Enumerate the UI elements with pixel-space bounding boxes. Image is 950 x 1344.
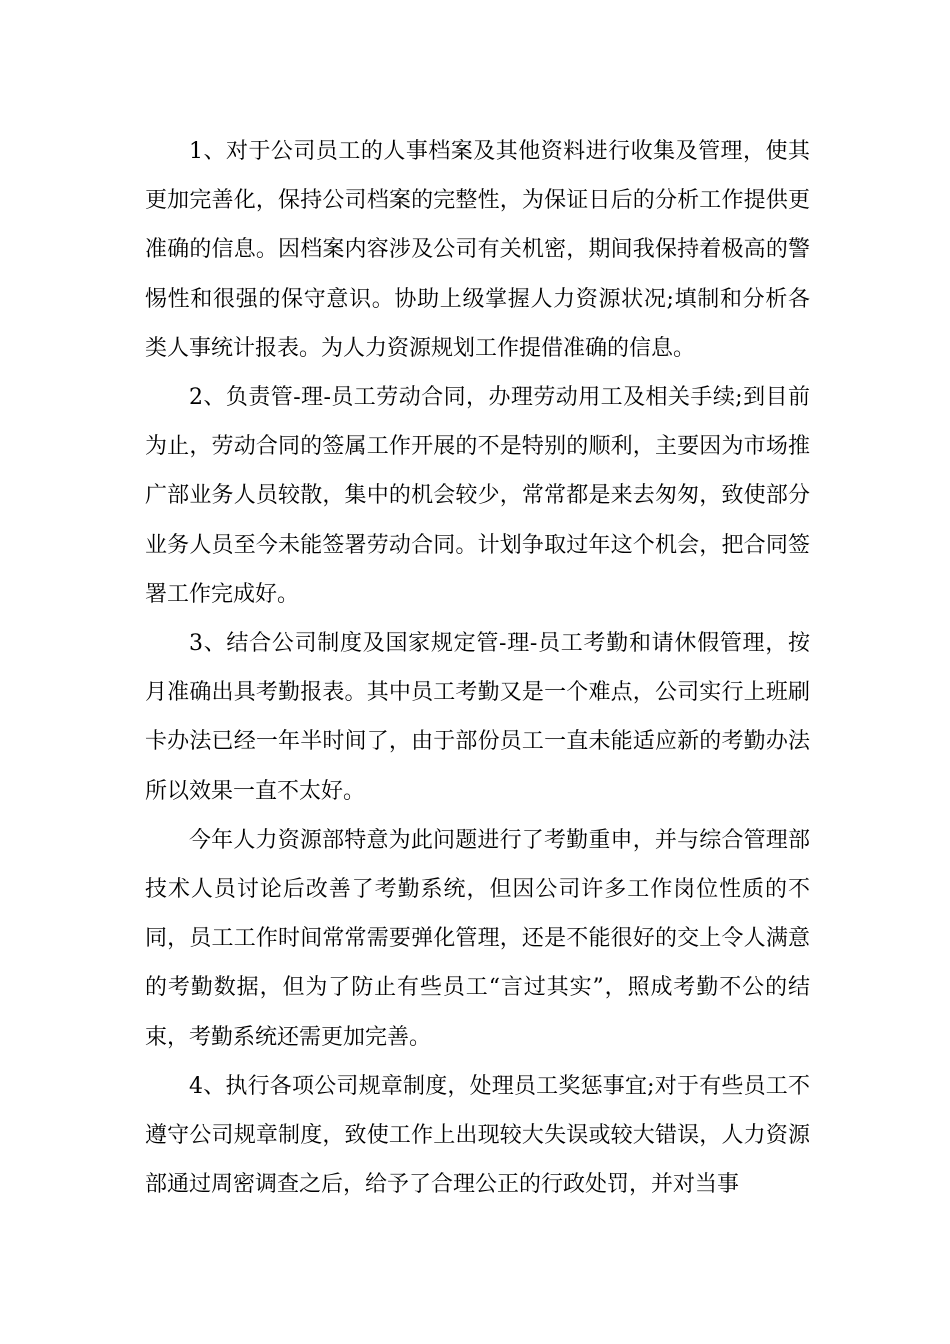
document-body (145, 127, 810, 1209)
paragraph-5: 4、执行各项公司规章制度，处理员工奖惩事宜;对于有些员工不遵守公司规章制度，致使工作上出现较大失误或较大错误，人力资源部通过周密调查之后，给予了合理公正的行政处罚，并对当事 (145, 1073, 810, 1198)
paragraph-3: 3、结合公司制度及国家规定管-理-员工考勤和请休假管理，按月准确出具考勤报表。其中员工考勤又是一个难点，公司实行上班刷卡办法已经一年半时间了，由于部份员工一直未能适应新的考勤办法所以效果一直不太好。 (145, 631, 810, 804)
paragraph-4: 今年人力资源部特意为此问题进行了考勤重申，并与综合管理部技术人员讨论后改善了考勤系统，但因公司许多工作岗位性质的不同，员工工作时间常常需要弹化管理，还是不能很好的交上令人满意的考勤数据，但为了防止有些员工“言过其实”，照成考勤不公的结束，考勤系统还需更加完善。 (145, 827, 810, 1050)
paragraph-1: 1、对于公司员工的人事档案及其他资料进行收集及管理，使其更加完善化，保持公司档案的完整性，为保证日后的分析工作提供更准确的信息。因档案内容涉及公司有关机密，期间我保持着极高的警惕性和很强的保守意识。协助上级掌握人力资源状况;填制和分析各类人事统计报表。为人力资源规划工作提借准确的信息。 (145, 139, 810, 361)
paragraph-2: 2、负责管-理-员工劳动合同，办理劳动用工及相关手续;到目前为止，劳动合同的签属工作开展的不是特别的顺利，主要因为市场推广部业务人员较散，集中的机会较少，常常都是来去匆匆，致使部分业务人员至今未能签署劳动合同。计划争取过年这个机会，把合同签署工作完成好。 (145, 385, 810, 607)
